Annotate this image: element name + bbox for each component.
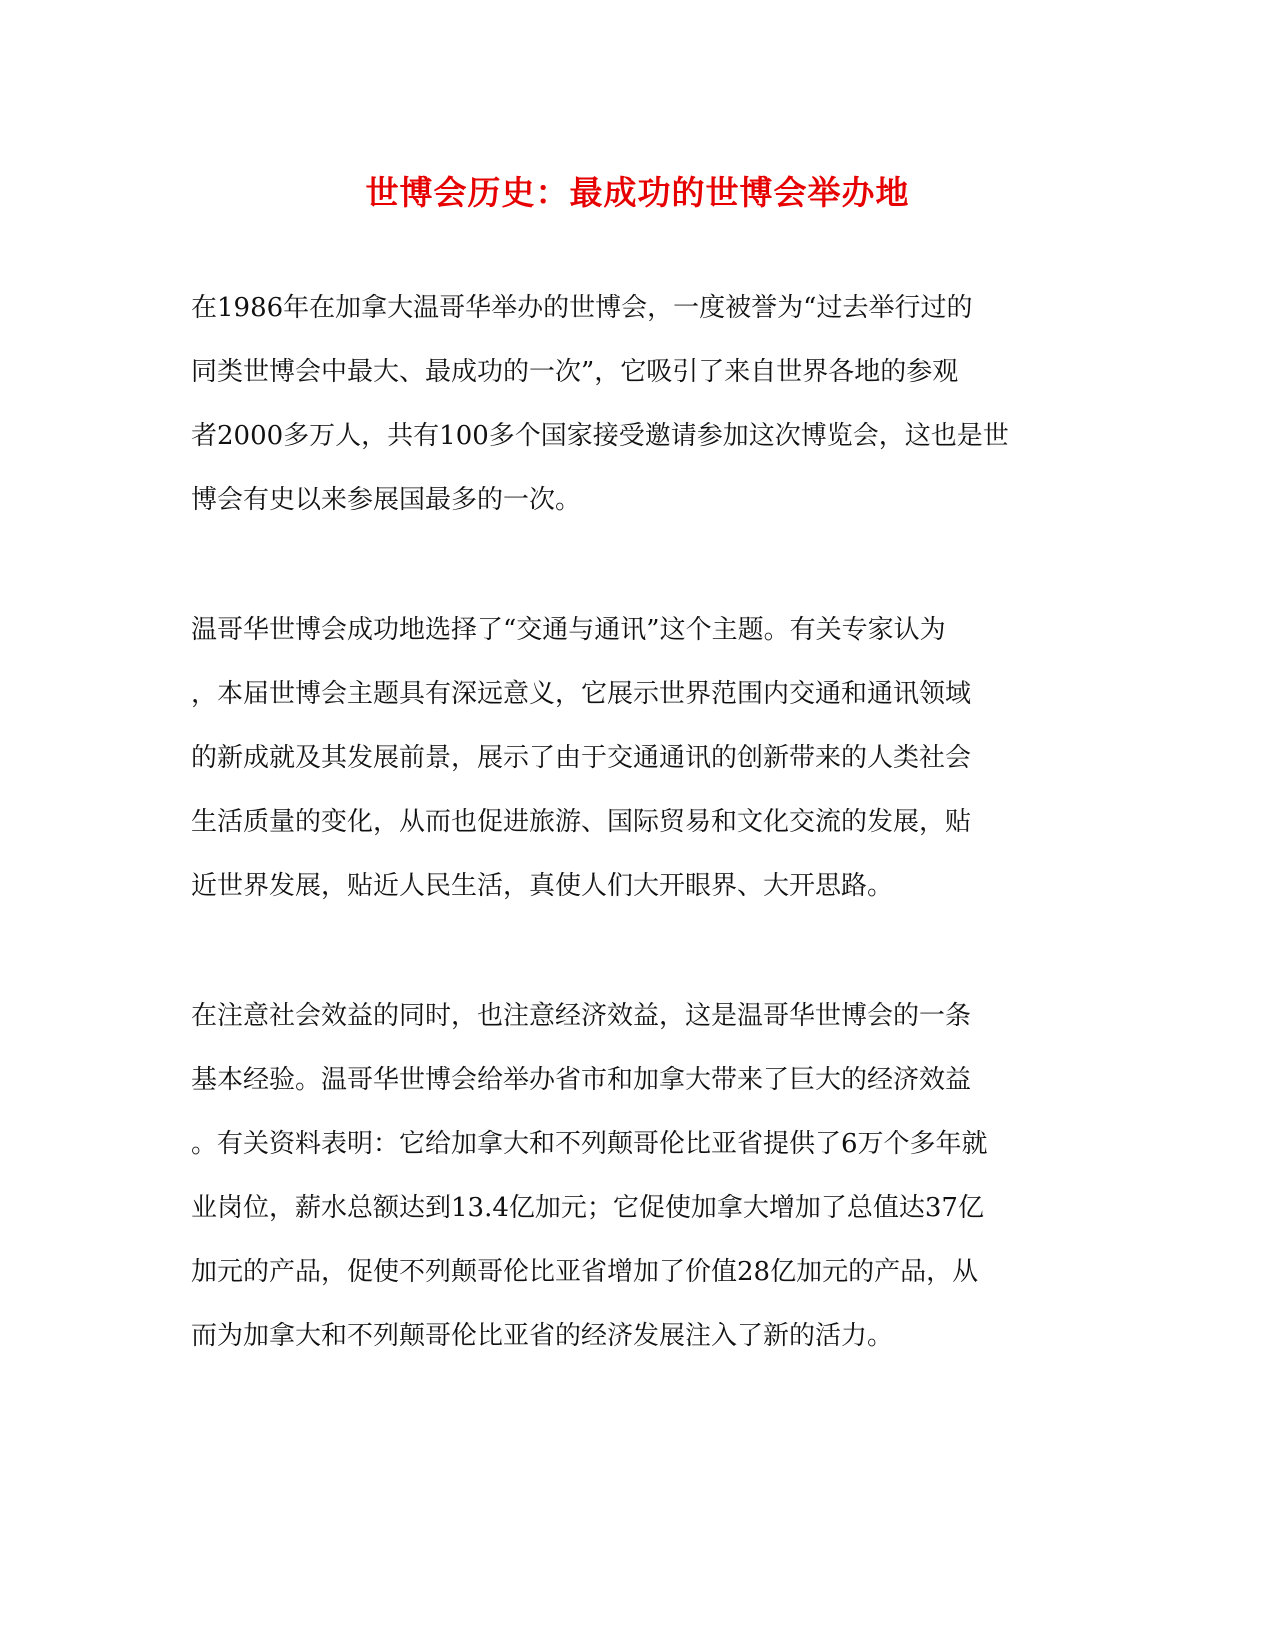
paragraph-line: 在注意社会效益的同时，也注意经济效益，这是温哥华世博会的一条 — [191, 1001, 972, 1031]
paragraph-line: 基本经验。温哥华世博会给举办省市和加拿大带来了巨大的经济效益 — [191, 1065, 972, 1095]
paragraph-line: 博会有史以来参展国最多的一次。 — [191, 485, 582, 515]
paragraph-line: 者2000多万人，共有100多个国家接受邀请参加这次博览会，这也是世 — [191, 421, 1009, 451]
paragraph-line: 业岗位，薪水总额达到13.4亿加元；它促使加拿大增加了总值达37亿 — [191, 1193, 984, 1223]
document-title: 世博会历史：最成功的世博会举办地 — [365, 173, 910, 212]
paragraph-line: 近世界发展，贴近人民生活，真使人们大开眼界、大开思路。 — [191, 871, 894, 901]
body-paragraph — [191, 984, 1091, 1368]
paragraph-line: 同类世博会中最大、最成功的一次”，它吸引了来自世界各地的参观 — [191, 357, 959, 387]
paragraph-line: 在1986年在加拿大温哥华举办的世博会，一度被誉为“过去举行过的 — [191, 293, 973, 323]
paragraph-line: 温哥华世博会成功地选择了“交通与通讯”这个主题。有关专家认为 — [191, 615, 946, 645]
body-paragraph — [191, 598, 1091, 918]
paragraph-line: 的新成就及其发展前景，展示了由于交通通讯的创新带来的人类社会 — [191, 743, 972, 773]
paragraph-line: ，本届世博会主题具有深远意义，它展示世界范围内交通和通讯领域 — [191, 679, 972, 709]
body-paragraph — [191, 276, 1091, 532]
paragraph-line: 生活质量的变化，从而也促进旅游、国际贸易和文化交流的发展，贴 — [191, 807, 972, 837]
paragraph-line: 而为加拿大和不列颠哥伦比亚省的经济发展注入了新的活力。 — [191, 1321, 894, 1351]
paragraph-line: 加元的产品，促使不列颠哥伦比亚省增加了价值28亿加元的产品，从 — [191, 1257, 979, 1287]
paragraph-line: 。有关资料表明：它给加拿大和不列颠哥伦比亚省提供了6万个多年就 — [191, 1129, 988, 1159]
